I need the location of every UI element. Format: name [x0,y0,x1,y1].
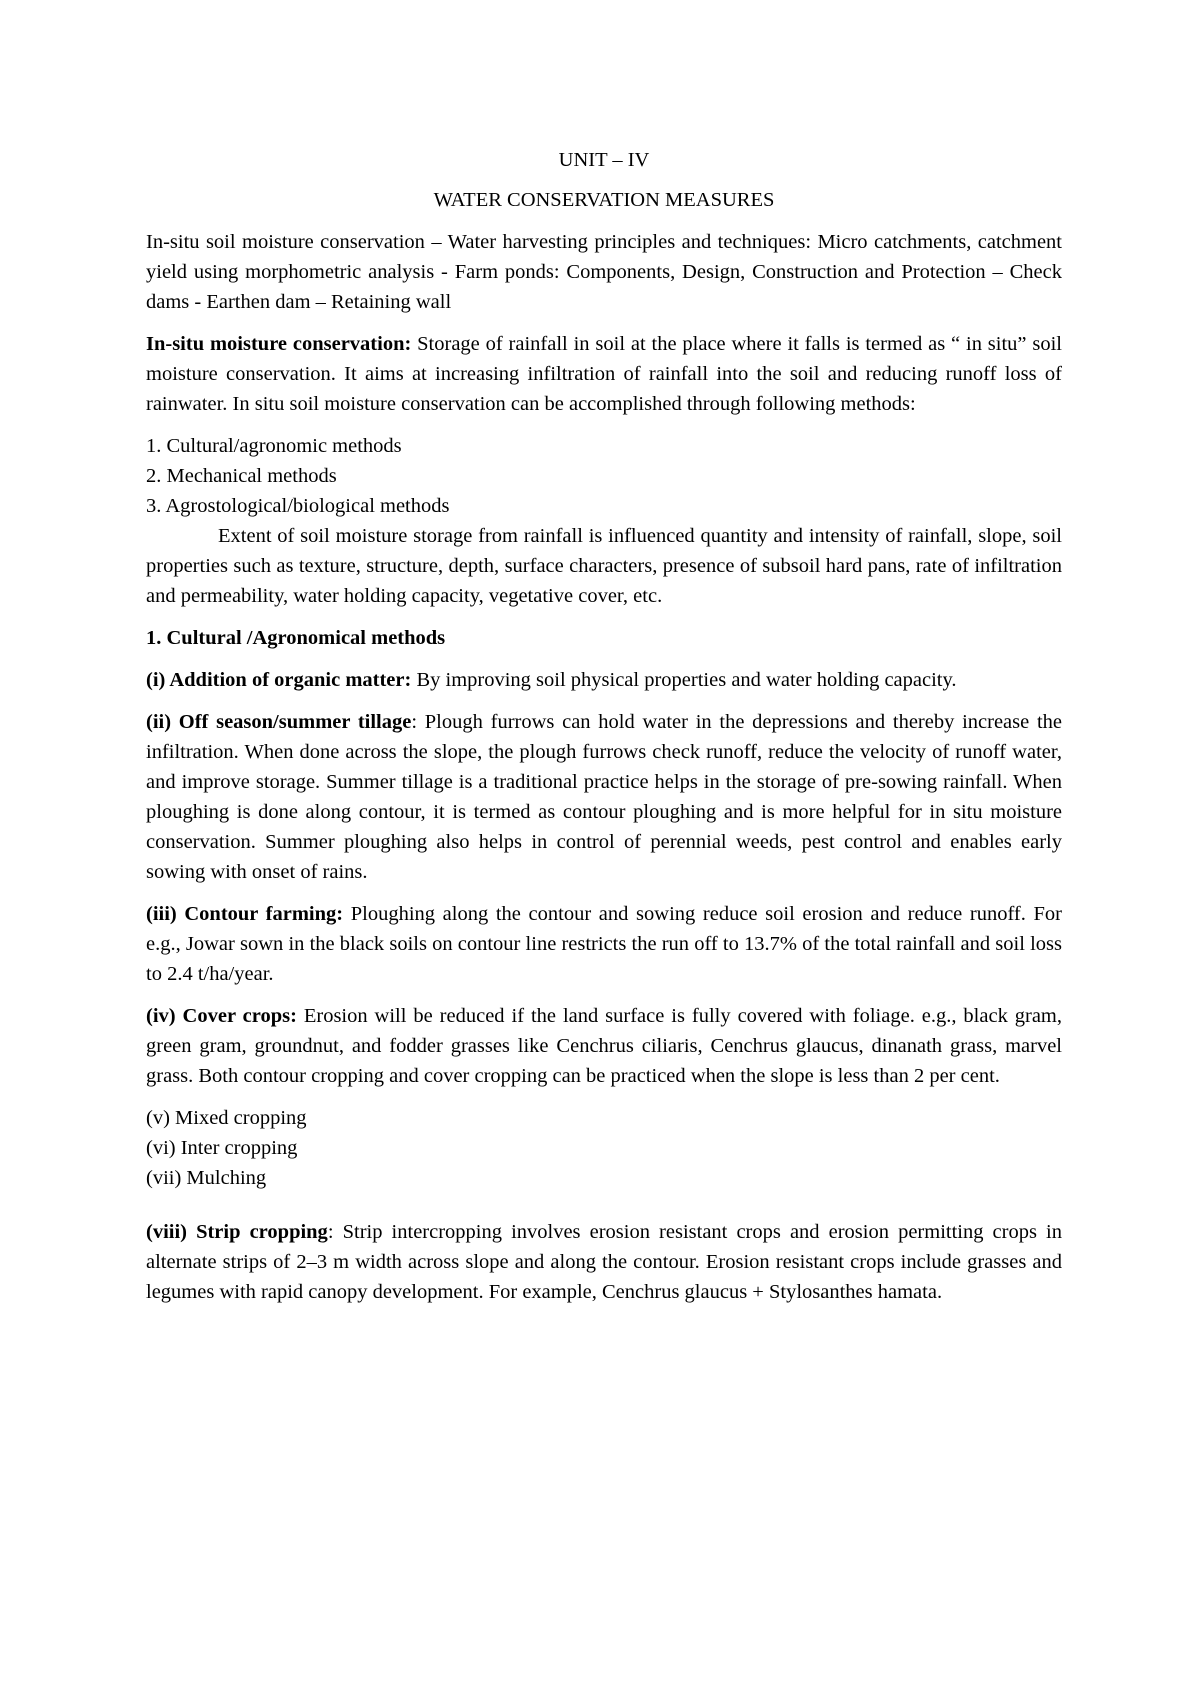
extent-paragraph: Extent of soil moisture storage from rainfall is influenced quantity and intensity of rainfall, slope, soil properties such as texture, structure, depth, surface characters, presence of subsoil hard pans, rate of infiltration and permeability, water holding capacity, vegetative cover, etc. [146,525,1062,607]
tillage-label: (ii) Off season/summer tillage [146,711,412,733]
insitu-label: In-situ moisture conservation: [146,333,412,355]
short-methods-list [146,1103,1062,1193]
spacer [146,1193,1062,1217]
unit-heading: UNIT – IV [558,149,650,171]
section1-heading: 1. Cultural /Agronomical methods [146,627,446,649]
insitu-paragraph [146,329,1062,419]
cover-text: Erosion will be reduced if the land surface is fully covered with foliage. e.g., black gram, green gram, groundnut, and fodder grasses like Cenchrus ciliaris, Cenchrus glaucus, dinanath grass, marvel grass. Both contour cropping and cover cropping can be practiced when the slope is less than 2 per cent. [146,1005,1062,1087]
methods-list [146,431,1062,521]
contour-text: Ploughing along the contour and sowing reduce soil erosion and reduce runoff. For e.g., Jowar sown in the black soils on contour line restricts the run off to 13.7% of the total rainfall and soil loss to 2.4 t/ha/year. [146,903,1063,985]
list-item: 1. Cultural/agronomic methods [146,435,402,457]
page-content [146,145,1062,1319]
section-heading [146,623,1062,653]
cover-paragraph [146,1001,1062,1091]
contour-label: (iii) Contour farming: [146,903,344,925]
list-item: 2. Mechanical methods [146,465,337,487]
page-title: WATER CONSERVATION MEASURES [433,189,775,211]
syllabus-paragraph: In-situ soil moisture conservation – Water harvesting principles and techniques: Micro catchments, catchment yield using morphometric analysis - Farm ponds: Components, Design, Construction and Protection – Check dams - Earthen dam – Retaining wall [146,231,1062,313]
strip-paragraph [146,1217,1062,1307]
tillage-paragraph [146,707,1062,887]
organic-text: By improving soil physical properties and water holding capacity. [411,669,957,691]
list-item: (vii) Mulching [146,1167,267,1189]
tillage-text: : Plough furrows can hold water in the depressions and thereby increase the infiltration. When done across the slope, the plough furrows check runoff, reduce the velocity of runoff water, and improve storage. Summer tillage is a traditional practice helps in the storage of pre-sowing rainfall. When ploughing is done along contour, it is termed as contour ploughing and is more helpful for in situ moisture conservation. Summer ploughing also helps in control of perennial weeds, pest control and enables early sowing with onset of rains. [146,711,1062,883]
organic-label: (i) Addition of organic matter: [146,669,412,691]
insitu-text: Storage of rainfall in soil at the place where it falls is termed as “ in situ” soil moisture conservation. It aims at increasing infiltration of rainfall into the soil and reducing runoff loss of rainwater. In situ soil moisture conservation can be accomplished through following methods: [146,333,1062,415]
list-item: (v) Mixed cropping [146,1107,307,1129]
strip-text: : Strip intercropping involves erosion resistant crops and erosion permitting crops in alternate strips of 2–3 m width across slope and along the contour. Erosion resistant crops include grasses and legumes with rapid canopy development. For example, Cenchrus glaucus + Stylosanthes hamata. [146,1221,1062,1303]
organic-paragraph [146,665,1062,695]
contour-paragraph [146,899,1062,989]
list-item: (vi) Inter cropping [146,1137,298,1159]
list-item: 3. Agrostological/biological methods [146,495,450,517]
cover-label: (iv) Cover crops: [146,1005,297,1027]
strip-label: (viii) Strip cropping [146,1221,328,1243]
